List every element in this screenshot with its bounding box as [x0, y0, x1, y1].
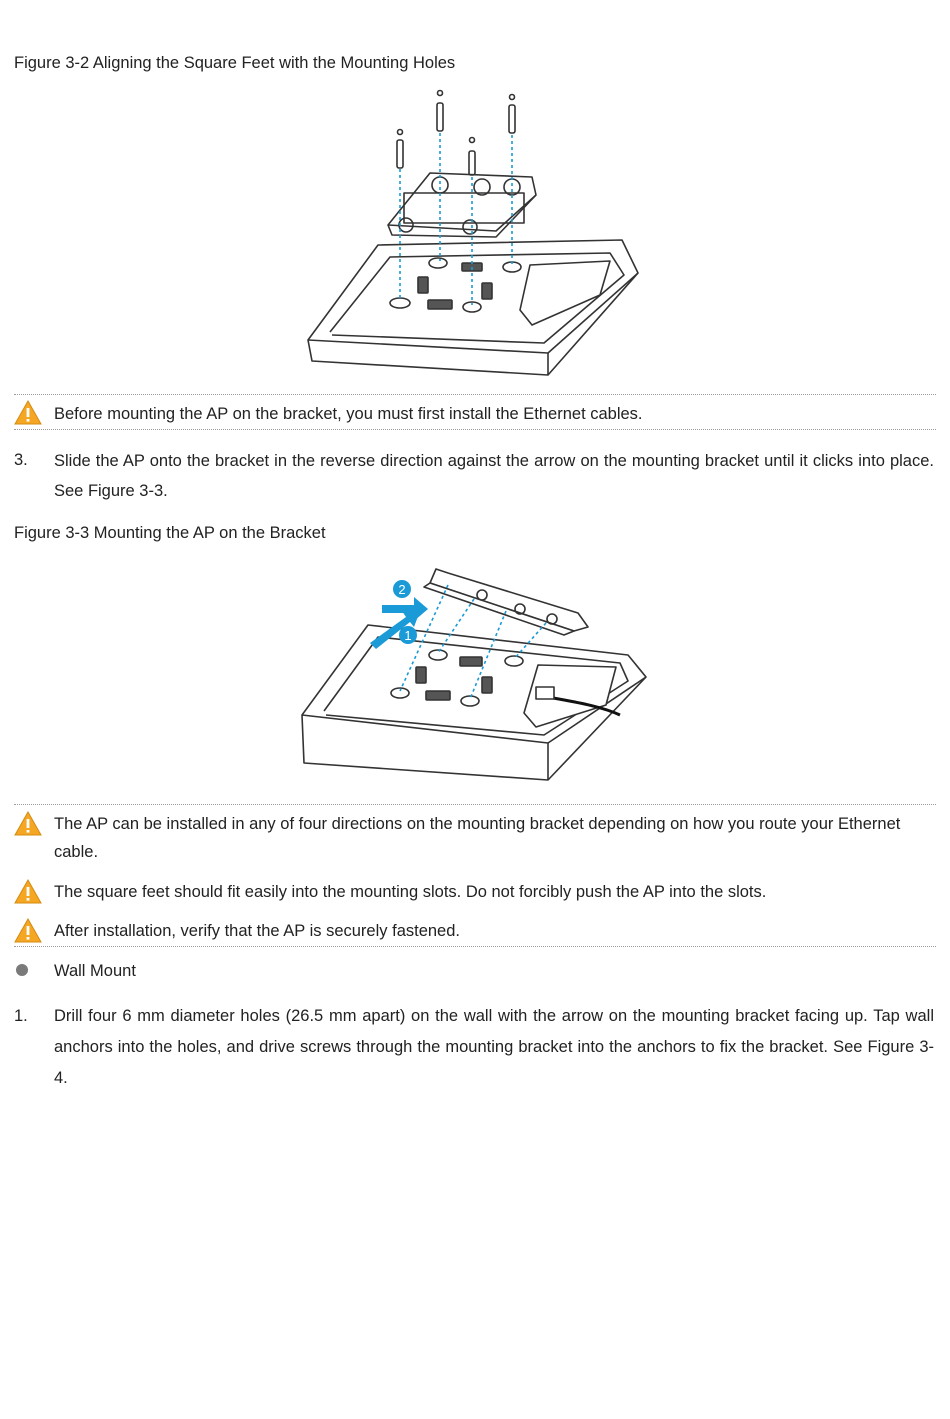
figure-3-3-caption: Figure 3-3 Mounting the AP on the Bracket: [14, 524, 326, 542]
section-rule: [14, 429, 936, 430]
warning-text: After installation, verify that the AP is securely fastened.: [54, 922, 460, 940]
warning-triangle-icon: [14, 400, 42, 426]
warning-text: Before mounting the AP on the bracket, you must first install the Ethernet cables.: [54, 405, 643, 423]
step-number: 1.: [14, 1007, 28, 1025]
figure-3-3-illustration: [298, 565, 650, 790]
callout-2: 2: [398, 582, 406, 597]
figure-3-2-caption: Figure 3-2 Aligning the Square Feet with the Mounting Holes: [14, 54, 456, 72]
warning-text: The AP can be installed in any of four directions on the mounting bracket depending on how you route your Ethernet cable.: [54, 815, 901, 861]
bullet-icon: [16, 964, 28, 976]
callout-1: 1: [404, 628, 412, 643]
step-number: 3.: [14, 451, 28, 469]
warning-triangle-icon: [14, 879, 42, 905]
section-rule: [14, 946, 936, 947]
warning-triangle-icon: [14, 918, 42, 944]
warning-text: The square feet should fit easily into the mounting slots. Do not forcibly push the AP into the slots.: [54, 883, 767, 901]
wall-mount-heading: Wall Mount: [54, 962, 136, 980]
figure-3-2-illustration: [300, 85, 645, 385]
section-rule: [14, 804, 936, 805]
section-rule: [14, 394, 936, 395]
step-text: Drill four 6 mm diameter holes (26.5 mm apart) on the wall with the arrow on the mounting bracket facing up. Tap wall anchors into the holes, and drive screws through the mounting bracket into the anchors to fix the bracket. See Figure 3-4.: [54, 1007, 934, 1087]
warning-triangle-icon: [14, 811, 42, 837]
step-text: Slide the AP onto the bracket in the reverse direction against the arrow on the mounting bracket until it clicks into place. See Figure 3-3.: [54, 452, 934, 500]
